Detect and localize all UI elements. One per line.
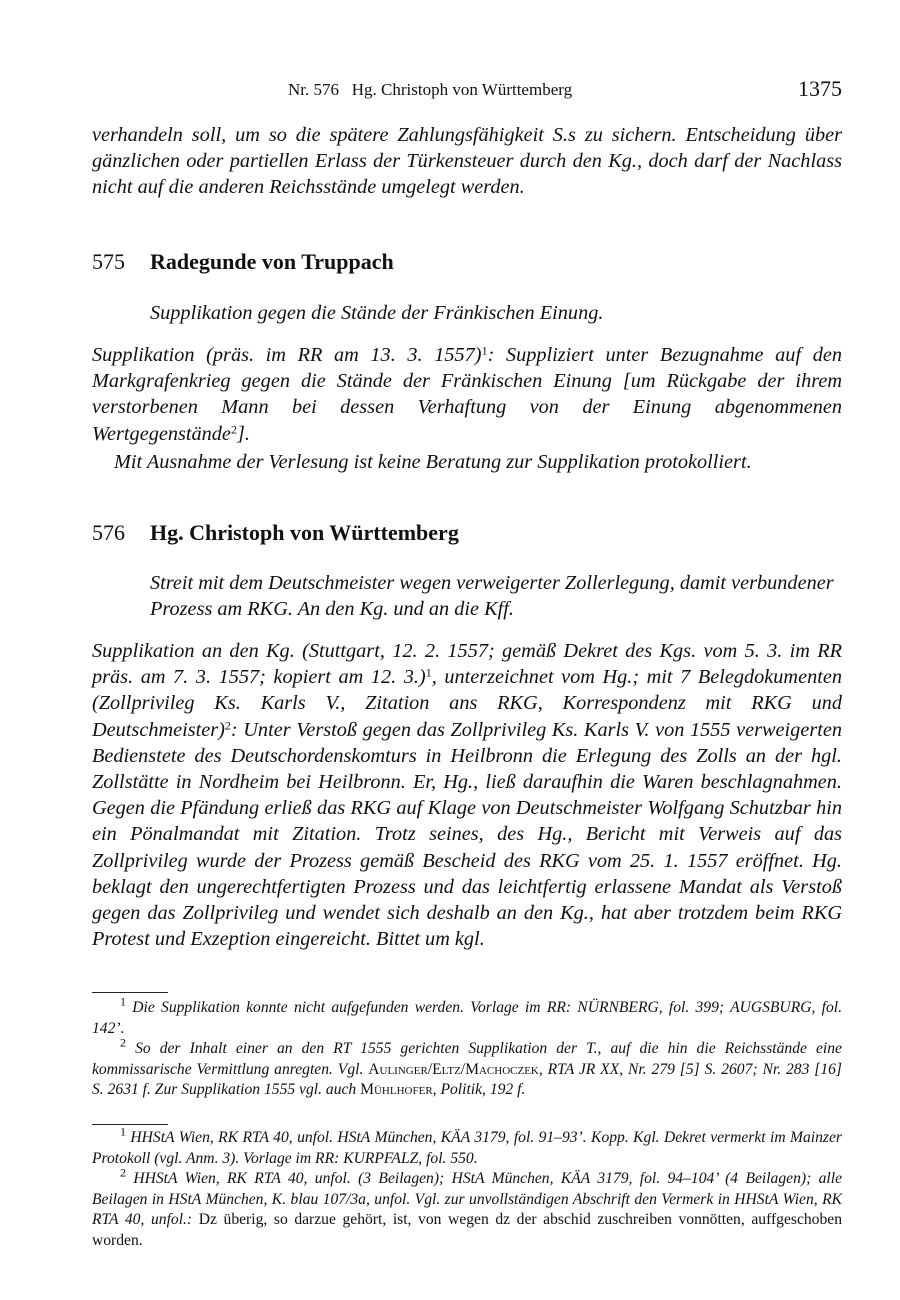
- footnote-575-2-a: So der Inhalt einer an den RT 1555 gerichten Supplikation der T., auf die hin die Reichsstände eine kommissarische Vermittlung anregten. Vgl.: [92, 1040, 842, 1078]
- footnote-rule-575: [92, 992, 168, 993]
- entry-575-title: Radegunde von Truppach: [150, 249, 394, 274]
- footnote-575-2: [92, 1035, 842, 1101]
- page-number: 1375: [798, 76, 842, 101]
- footnote-575-1-mark: 1: [120, 994, 126, 1009]
- footnote-575-1-text: Die Supplikation konnte nicht aufgefunden werden. Vorlage im RR: NÜRNBERG, fol. 399; AUGSBURG, fol. 142’.: [92, 999, 842, 1037]
- footnote-575-2-mark: 2: [120, 1035, 126, 1050]
- entry-575-heading: [92, 249, 842, 279]
- running-head-title: Nr. 576 Hg. Christoph von Württemberg: [288, 80, 573, 99]
- entry-575-paragraph: [92, 342, 842, 447]
- footnotes-576: [92, 1124, 842, 1252]
- entry-575-summary: Supplikation gegen die Stände der Fränkischen Einung.: [150, 302, 604, 324]
- entry-575-para-a: Supplikation (präs. im RR am 13. 3. 1557): [92, 344, 482, 366]
- footnote-575-2-authors: Aulinger/Eltz/Machoczek: [368, 1060, 539, 1078]
- footnote-576-2: [92, 1165, 842, 1251]
- entry-576-para-c: : Unter Verstoß gegen das Zollprivileg Ks. Karls V. von 1555 verweigerten Bedienstete des Deutschordenskomturs in Heilbronn die Erlegung des Zolls an der hgl. Zollstätte in Nordheim bei Heilbronn. Er, Hg., ließ daraufhin die Waren beschlagnahmen. Gegen die Pfändung erließ das RKG auf Klage von Deutschmeister Wolfgang Schutzbar hin ein Pönalmandat mit Zitation. Trotz seines, des Hg., Bericht mit Verweis auf das Zollprivileg wurde der Prozess gemäß Bescheid des RKG vom 25. 1. 1557 eröffnet. Hg. beklagt den ungerechtfertigten Prozess und das leichtfertig erlassene Mandat als Verstoß gegen das Zollprivileg und wendet sich deshalb an den Kg., hat aber trotzdem beim RKG Protest und Exzeption eingereicht. Bittet um kgl.: [92, 718, 842, 951]
- entry-576-paragraph: [92, 638, 842, 952]
- footnote-576-1-text: HHStA Wien, RK RTA 40, unfol. HStA München, KÄA 3179, fol. 91–93’. Kopp. Kgl. Dekret vermerkt im Mainzer Protokoll (vgl. Anm. 3). Vorlage im RR: KURPFALZ, fol. 550.: [92, 1129, 842, 1167]
- entry-576-heading: [92, 520, 842, 550]
- footnote-ref-576-1[interactable]: 1: [425, 665, 432, 680]
- footnote-576-2-mark: 2: [120, 1165, 126, 1180]
- footnote-575-1: [92, 994, 842, 1039]
- footnote-576-1-mark: 1: [120, 1124, 126, 1139]
- entry-575-para-c: ].: [236, 422, 250, 445]
- footnote-576-1: [92, 1124, 842, 1169]
- footnote-ref-575-2[interactable]: 2: [230, 422, 237, 437]
- footnote-576-2-a: HHStA Wien, RK RTA 40, unfol. (3 Beilagen); HStA München, KÄA 3179, fol. 94–104’ (4 Beilagen); alle Beilagen in HStA München, K. blau 107/3a, unfol. Vgl. zur unvollständigen Abschrift den Vermerk in HHStA Wien, RK RTA 40, unfol.:: [92, 1170, 842, 1229]
- opening-paragraph: verhandeln soll, um so die spätere Zahlungsfähigkeit S.s zu sichern. Entscheidung über gänzlichen oder partiellen Erlass der Türkensteuer durch den Kg., doch darf der Nachlass nicht auf die anderen Reichsstände umgelegt werden.: [92, 124, 842, 199]
- footnote-576-2-quote: Dz überig, so darzue gehört, ist, von wegen dz der abschid zuschreiben vonnötten, auffgeschoben worden.: [92, 1211, 842, 1249]
- footnote-575-2-b: , RTA JR XX, Nr. 279 [5] S. 2607; Nr. 283 [16] S. 2631 f. Zur Supplikation 1555 vgl. auch: [92, 1060, 842, 1099]
- running-head: [92, 78, 842, 108]
- entry-576-para-b: , unterzeichnet vom Hg.; mit 7 Belegdokumenten (Zollprivileg Ks. Karls V., Zitation ans RKG, Korrespondenz mit RKG und Deutschmeister): [92, 666, 842, 741]
- footnote-ref-575-1[interactable]: 1: [481, 343, 488, 358]
- entry-576-summary: Streit mit dem Deutschmeister wegen verweigerter Zollerlegung, damit verbundener Prozess am RKG. An den Kg. und an die Kff.: [150, 572, 834, 620]
- footnote-575-2-c: , Politik, 192 f.: [432, 1081, 526, 1099]
- entry-576-title: Hg. Christoph von Württemberg: [150, 520, 459, 545]
- footnote-ref-576-2[interactable]: 2: [224, 718, 231, 733]
- entry-575-number: 575: [92, 249, 125, 274]
- footnotes-575: [92, 994, 842, 1101]
- footnote-575-2-author2: Mühlhofer: [360, 1081, 433, 1099]
- entry-576-para-a: Supplikation an den Kg. (Stuttgart, 12. 2. 1557; gemäß Dekret des Kgs. vom 5. 3. im RR präs. am 7. 3. 1557; kopiert am 12. 3.): [92, 640, 842, 689]
- footnote-rule-576: [92, 1124, 168, 1125]
- entry-575-note: Mit Ausnahme der Verlesung ist keine Beratung zur Supplikation protokolliert.: [114, 451, 752, 473]
- entry-576-number: 576: [92, 520, 125, 545]
- entry-575-para-b: : Suppliziert unter Bezugnahme auf den Markgrafenkrieg gegen die Stände der Fränkischen Einung [um Rückgabe der ihrem verstorbenen Mann bei dessen Verhaftung von der Einung abgenommenen Wertgegenstände: [92, 344, 843, 445]
